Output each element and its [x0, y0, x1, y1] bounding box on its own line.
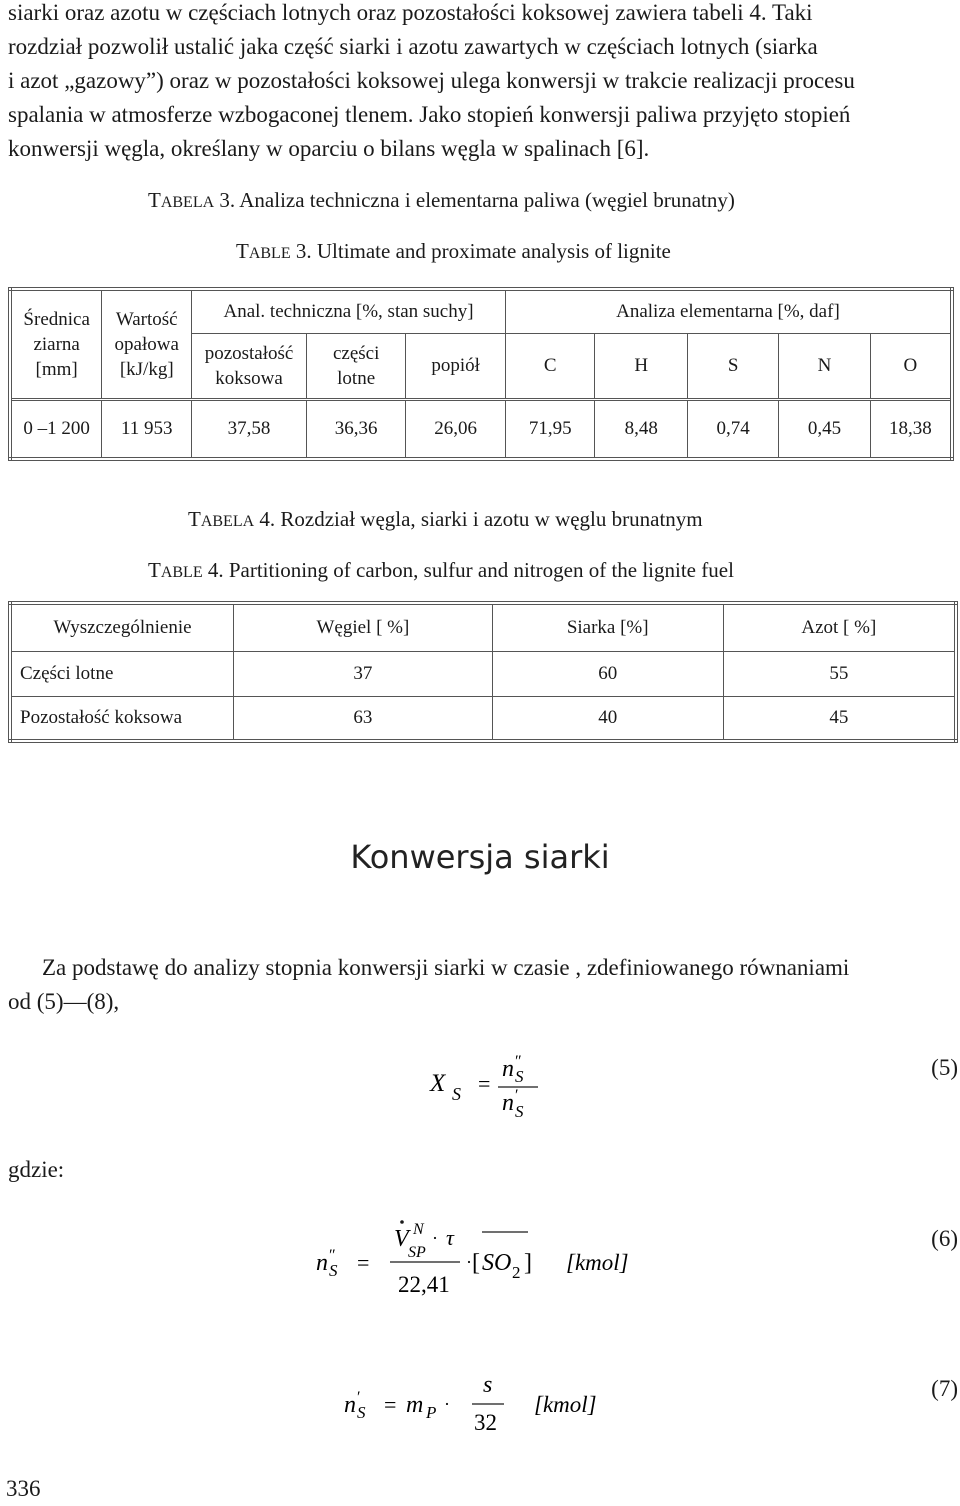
table-cell: 63 [234, 696, 493, 741]
svg-text:n: n [502, 1090, 514, 1116]
table-cell: 55 [723, 651, 956, 696]
equation-7-unit: [kmol] [534, 1392, 597, 1417]
table-row [10, 399, 952, 459]
header-nitrogen: N [779, 333, 870, 399]
header-ultimate-group: Analiza elementarna [%, daf] [505, 289, 952, 333]
table-cell: Części lotne [10, 651, 234, 696]
svg-text:S: S [329, 1261, 338, 1280]
equation-7-denominator: 32 [474, 1410, 497, 1435]
equation-6-unit: [kmol] [566, 1250, 629, 1275]
header-volatile-matter: części lotne [306, 333, 405, 399]
svg-text:′: ′ [515, 1087, 519, 1104]
svg-text:n: n [344, 1392, 356, 1418]
intro-line: rozdział pozwolił ustalić jaka część siarki i azotu zawartych w częściach lotnych (siarka [8, 34, 818, 59]
equation-5-graphic [426, 1050, 566, 1130]
table-cell: Pozostałość koksowa [10, 696, 234, 741]
table-cell: 37 [234, 651, 493, 696]
svg-text:2: 2 [512, 1263, 521, 1282]
table-cell: 36,36 [306, 399, 405, 459]
intro-line: spalania w atmosferze wzbogaconej tlenem. Jako stopień konwersji paliwa przyjęto stopień [8, 102, 851, 127]
table-row [10, 696, 956, 741]
table-cell: 11 953 [102, 399, 192, 459]
svg-text:[: [ [472, 1250, 480, 1276]
svg-text:n: n [502, 1056, 514, 1082]
svg-text:=: = [357, 1250, 370, 1275]
table-cell: 26,06 [406, 399, 506, 459]
header-carbon: C [505, 333, 595, 399]
svg-text:·: · [466, 1252, 472, 1272]
table-cell: 60 [492, 651, 723, 696]
table-row [10, 651, 956, 696]
intro-line: i azot „gazowy”) oraz w pozostałości koksowej ulega konwersji w trakcie realizacji procesu [8, 68, 855, 93]
svg-text:n: n [316, 1250, 328, 1276]
equation-7-number: (7) [931, 1376, 958, 1401]
table-cell: 0 –1 200 [10, 399, 102, 459]
table-header-cell: Wyszczególnienie [10, 603, 234, 651]
table4-caption-pl: TABELA 4. Rozdział węgla, siarki i azotu w węglu brunatnym [188, 507, 703, 531]
header-ash: popiół [406, 333, 506, 399]
equation-7-graphic [340, 1372, 620, 1464]
header-sulfur: S [687, 333, 778, 399]
svg-text:″: ″ [515, 1053, 522, 1070]
table-cell: 0,74 [687, 399, 778, 459]
svg-text:S: S [515, 1067, 524, 1086]
section-heading: Konwersja siarki [350, 838, 610, 876]
svg-text:SP: SP [408, 1244, 426, 1261]
table4-partitioning [8, 601, 958, 743]
page-number: 336 [6, 1476, 41, 1501]
body-line: od (5)—(8), [8, 989, 120, 1014]
svg-text:′: ′ [357, 1389, 361, 1406]
table-header-row [10, 603, 956, 651]
header-proximate-group: Anal. techniczna [%, stan suchy] [192, 289, 506, 333]
table-header-cell: Azot [ %] [723, 603, 956, 651]
intro-paragraph [8, 0, 958, 166]
svg-text:X: X [430, 1070, 446, 1097]
equation-6-denominator: 22,41 [398, 1272, 450, 1297]
equation-6-number: (6) [931, 1226, 958, 1251]
svg-text:m: m [406, 1392, 424, 1418]
svg-text:·: · [444, 1394, 450, 1414]
table3-caption-en: TABLE 3. Ultimate and proximate analysis of lignite [236, 239, 671, 263]
table-cell: 40 [492, 696, 723, 741]
table-cell: 71,95 [505, 399, 595, 459]
svg-text:″: ″ [329, 1247, 336, 1264]
equation-6 [312, 1212, 652, 1304]
table4-caption-en: TABLE 4. Partitioning of carbon, sulfur and nitrogen of the lignite fuel [148, 558, 734, 582]
svg-text:V: V [394, 1226, 409, 1252]
header-heating-value: Wartość opałowa [kJ/kg] [102, 289, 192, 399]
body-paragraph [8, 951, 958, 1019]
table-header-cell: Węgiel [ %] [234, 603, 493, 651]
table-cell: 37,58 [192, 399, 307, 459]
header-grain-size: Średnica ziarna [mm] [10, 289, 102, 399]
table-cell: 45 [723, 696, 956, 741]
svg-text:s: s [483, 1372, 493, 1398]
equation-5 [426, 1050, 566, 1130]
svg-text:N: N [413, 1221, 424, 1238]
body-line: Za podstawę do analizy stopnia konwersji siarki w czasie , zdefiniowanego równaniami [42, 955, 850, 980]
table-cell: 0,45 [779, 399, 870, 459]
where-label: gdzie: [8, 1157, 65, 1182]
table3-analysis [8, 287, 954, 461]
svg-text:S: S [515, 1102, 524, 1121]
header-oxygen: O [870, 333, 952, 399]
table3-caption-pl: TABELA 3. Analiza techniczna i elementarna paliwa (węgiel brunatny) [148, 188, 735, 212]
table-cell: 18,38 [870, 399, 952, 459]
svg-text:·: · [432, 1228, 438, 1248]
equation-6-graphic [312, 1212, 652, 1304]
equation-5-number: (5) [931, 1055, 958, 1080]
svg-text:=: = [384, 1392, 397, 1417]
svg-text:S: S [357, 1403, 366, 1422]
svg-text:=: = [478, 1071, 491, 1096]
intro-line: siarki oraz azotu w częściach lotnych oraz pozostałości koksowej zawiera tabeli 4. Taki [8, 0, 813, 25]
table-header-cell: Siarka [%] [492, 603, 723, 651]
svg-text:]: ] [524, 1250, 532, 1276]
equation-7 [340, 1372, 620, 1464]
table-cell: 8,48 [595, 399, 687, 459]
svg-text:S: S [452, 1084, 461, 1104]
intro-line: konwersji węgla, określany w oparciu o bilans węgla w spalinach [6]. [8, 136, 650, 161]
header-coke-residue: pozostałość koksowa [192, 333, 307, 399]
svg-text:τ: τ [446, 1225, 454, 1250]
header-hydrogen: H [595, 333, 687, 399]
svg-text:SO: SO [482, 1250, 512, 1276]
svg-text:P: P [426, 1403, 437, 1422]
